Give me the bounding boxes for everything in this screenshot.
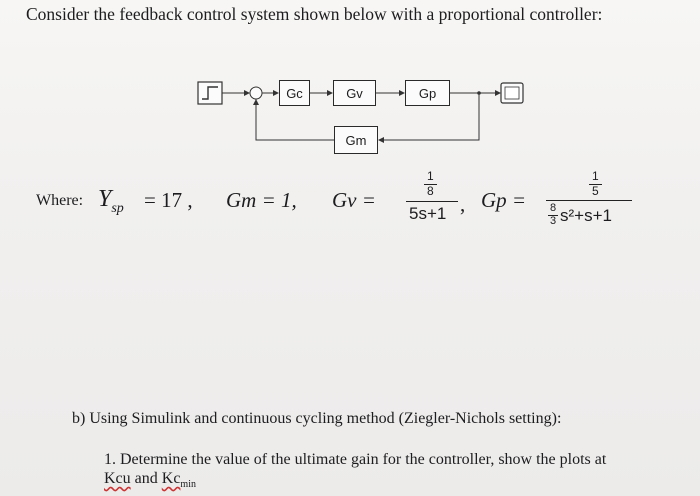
kcu-term: Kcu bbox=[104, 470, 131, 487]
kcmin-term: $Kc_{min}$ bbox=[161, 470, 196, 491]
block-diagram bbox=[190, 72, 535, 162]
gp-fraction-bar bbox=[546, 200, 632, 201]
gv-numerator-bottom: 8 bbox=[427, 184, 434, 198]
gv-denominator: 5s+1 bbox=[409, 204, 447, 223]
intro-text: Consider the feedback control system shown below with a proportional controller: bbox=[26, 4, 603, 24]
item-1 bbox=[104, 450, 664, 494]
comma: , bbox=[460, 192, 466, 216]
gp-coef-numerator: 8 bbox=[550, 202, 557, 214]
gv-lhs: Gv = bbox=[332, 188, 376, 212]
gp-block: Gp bbox=[405, 80, 450, 106]
gm-block: Gm bbox=[334, 126, 378, 154]
equation-line bbox=[36, 166, 656, 246]
gp-numerator-top: 1 bbox=[592, 169, 599, 183]
where-label: Where: bbox=[36, 192, 84, 209]
gc-block: Gc bbox=[279, 80, 310, 106]
and-text: and bbox=[130, 470, 162, 487]
gm-equation: Gm = 1, bbox=[226, 188, 297, 212]
gp-lhs: Gp = bbox=[481, 188, 527, 212]
item-1-text: 1. Determine the value of the ultimate gain for the controller, show the plots at bbox=[104, 451, 607, 468]
gp-denominator-rest: s²+s+1 bbox=[560, 206, 612, 225]
gp-numerator-bottom: 5 bbox=[592, 184, 599, 198]
ysp-value: = 17 , bbox=[144, 188, 193, 212]
gv-fraction-bar bbox=[406, 201, 458, 202]
part-b-heading: b) Using Simulink and continuous cycling method (Ziegler-Nichols setting): bbox=[72, 410, 562, 427]
gp-coef-denominator: 3 bbox=[550, 215, 557, 227]
gv-block: Gv bbox=[333, 80, 376, 106]
gv-numerator-top: 1 bbox=[427, 169, 434, 183]
ysp-variable: $Y_{sp}$ bbox=[98, 186, 124, 216]
